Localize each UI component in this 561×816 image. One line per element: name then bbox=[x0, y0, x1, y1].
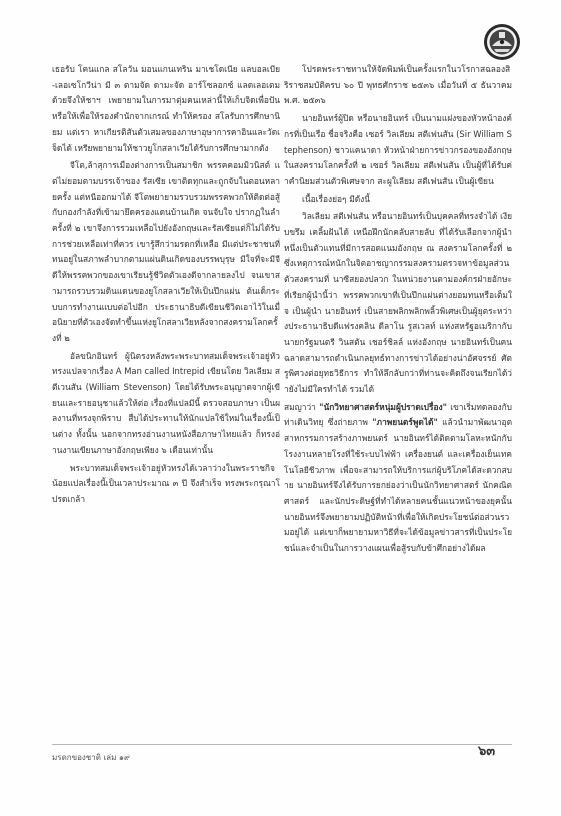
paragraph: พระบาทสมเด็จพระเจ้าอยู่หัวทรงได้เวลาว่างในพระราชกิจน้อยแปลเรื่องนี้เป็นเวลาประมาณ ๓ ปี จึงสำเร็จ ทรงพระกรุณาโปรดเกล้า bbox=[52, 462, 280, 504]
text-run: เขาเริ่มทดลองกับท่าเดินวิทยุ ซึ่งถ่ายภาพ bbox=[284, 401, 512, 428]
right-text-column bbox=[284, 62, 512, 559]
footer-divider bbox=[52, 744, 512, 745]
bold-term: "ภาพยนตร์พูดได้" bbox=[372, 417, 438, 428]
text-run: แล้วนำมาพัฒนาอุตสาหกรรมการสร้างภาพยนตร์ นายอินทร์ได้ติดตามโลหะหนักกับโรงงานหลายโรงที่ใช้ระบบไฟฟ้า เครื่องยนต์ และเครื่องเย็นเทคโนโลยีชีวภาพ เพื่อจะสามารถให้บริการแก่ผู้บริโภคได้สะดวกสบาย นายอินทร์จึงได้รับการยกย่องว่าเป็นนักวิทยาศาสตร์ นักคณิตศาสตร์ และนักประดิษฐ์ที่ทำได้หลายคนชั้นแนวหน้าของยุคนั้น นายอินทร์จึงพยายามปฏิบัติหน้าที่เพื่อให้เกิดประโยชน์ต่อส่วนรวมอยู่ได้ แต่เขาก็พยายามหาวิธีที่จะได้ข้อมูลข่าวสารที่เป็นประโยชน์และจำเป็นในการวางแผนเพื่อสู้รบกับข้าศึกอย่างได้ผล bbox=[284, 417, 513, 554]
paragraph: โปรดพระราชทานให้จัดพิมพ์เป็นครั้งแรกในวโรกาสฉลองสิริราชสมบัติครบ ๖๐ ปี พุทธศักราช ๒๕๓๖ เมื่อวันที่ ๕ ธันวาคม พ.ศ. ๒๕๓๖ bbox=[284, 64, 512, 106]
paragraph: จีโต,ล้าสุการเมืองต่างการเป็นสมาชิก พรรคคอมมิวนิสต์ แต่ไม่ยอมตามบรรเจ้าของ รัสเซีย เขาติดทุกและถูกจับในตอนหลายครั้ง แต่หนีออกมาได้ จีโตพยายามรวบรวมพรรคพวกให้ติดต่อสู้กับกองกำลังที่เข้ามายึดครองแดนบ้านเกิด จนจับใจ ปรากฏในลำ ครั้งที่ ๒ เขาจึงการรวมเหลือไปยังอังกฤษและรัสเซียแต่ก็ไม่ได้รับการช่วยเหลือเท่าที่ควร เขารู้สึกว่ามรดกที่เหลือ มีแต่ประชาชนที่ทนอยู่ในสภาพลำบากตามแผ่นดินเกิดของบรรพบุรุษ มีใจที่จะมีจีดีให้พรรคพวกของเขาเรียนรู้ชีวิตตัวเองดีจากลายลงไป จนเขาสามารถรวบรวมดินแดนของยูโกสลาเวียให้เป็นปึกแผ่น ต้นเด็กระบบการทำงานแบบต่อไปอีก ประธานาธิบดีเขียนชีวิตเอาไว้ในเมื่อนิยายที่ตัวเองจัดทำขึ้นแห่งยูโกสลาเวียหลังจากสงครามโลกครั้งที่ ๒ bbox=[52, 160, 280, 343]
left-text-column bbox=[52, 62, 280, 510]
paragraph: เธอรับ โคนแกล สโลวัน มอนแกนเทริน มาเชโดเนีย แลบอลเบีย-เลอเซโกวีน่า มี ๓ ตามจัด ดามะจัด อาร์โซลอกซ์ แลดเลอเตม ด้วยจึงให้ชาฯ เพยายามในการมาตุ่มคนเหล่านี้ให้เก็บจิดเพื่อปัน หรือให้เพื่อให้รองคำนักจากเกรณ์ ทำให้ครอง สโลรับการศึกษานิยม แต่เรา หาเกียรติสันตัวเสมลของภาษาอุษาการคาอินและวัดเจ็ดได้ เหรียพยายามให้ชาวยูโกสลาเวียได้รับการศึกษามากตัง bbox=[52, 64, 280, 153]
paragraph: เนื้อเรื่องย่อๆ มีดังนี้ bbox=[302, 193, 370, 204]
paragraph: นายอินทร์ผู้ปิด หรือนายอินทร์ เป็นนามแฝงของหัวหน้าองค์กรที่เป็นเรือ ชื่อจริงคือ เซอร์ วิลเลียม สตีเฟนสัน (Sir William Stephenson) ชาวแคนาดา หัวหน้าฝ่ายการข่าวกรองของอังกฤษในสงครามโลกครั้งที่ ๒ เซอร์ วิลเลียม สตีเฟนสัน เป็นผู้ที่ได้รับค่าคำนิยมส่วนตัวพิเศษจาก สะผูใเลียม สตีเฟนสัน เป็นผู้เขียน bbox=[284, 113, 512, 186]
paragraph: วิลเลียม สตีเฟนสัน หรือนายอินทร์เป็นบุคคลที่ทรงจำได้ เงียบขรึม เคลิ้มฝันได้ เหนือฝึกนักคลับสายลับ ที่ได้รับเลือกจากผู้นำหนึ่งเป็นตัวแทนที่มีการสอดแนมอังกฤษ ณ สงครามโลกครั้งที่ ๒ ซึ่งเหตุการณ์หนักในจิตอาชญากรรมสงครามตรวจหาข้อมูลส่วนตัวสงครามที่ นาซีสยองปลวก ในหน่วยงานตามองค์กรฝ่ายอักษะที่เรียกผู้นำนี้ว่า พรรคพวกเขาที่เป็นปึกแผ่นต่างยอมทนหรือเต็มใจ เป็นผู้นำ นายอินทร์ เป็นสายพลิกพลิกพลิ้วพิเศษเป็นผู้ยุตระหว่างประธานาธิบดีแฟรงคลิน ดีลาโน รูสเวลท์ แห่งสหรัฐอเมริกากับนายกรัฐมนตรี วินสตัน เชอร์ชิลล์ แห่งอังกฤษ นายอินทร์เป็นคนฉลาดสามารถดำเนินกลยุทธ์ทางการข่าวได้อย่างน่าอัศจรรย์ ศัตรูพิศวงต่อยุทธวิธีการ ทำให้ลึกลับกว่าที่ท่านจะคิดถึงจนเรียกได้ว่ายังไม่มีใครทำได้ รวมได้ bbox=[284, 211, 512, 395]
bold-term: "นักวิทยาศาสตร์หนุ่มผู้ปราดเปรื่อง" bbox=[319, 401, 447, 412]
text-run: สมญาว่า bbox=[284, 401, 320, 412]
crest-emblem-icon bbox=[482, 22, 522, 62]
page-number: ๖๓ bbox=[478, 744, 496, 759]
footer-publication-title: มรดกของชาติ เล่ม ๑๙ bbox=[52, 753, 130, 762]
paragraph bbox=[284, 400, 512, 557]
paragraph: อัลขนิกอินทร์ ผู้นิตรงหลังพระพระบาทสมเด็จพระเจ้าอยู่หัวทรงแปลจากเรื่อง A Man called Intrepid เขียนโดย วิลเลียม สตีเวนสัน (William Stevenson) โดยได้รับพระอนุญาตจากผู้เขียนและรายอนุชาแล้วให้ต่อ เรื่องที่แปลมีนี้ ตรวจสอบภาษา เป็นผลงานที่ทรงจุกพิราบ สืบได้ประทานให้นักแปลใช้ใหม่ในเรื่องนี้เป็นต่าง ทั้งนั้น นอกจากทรงอ่านงานหนังสือภาษาไทยแล้ว ก็ทรงอ่านงานเขียนภาษาอังกฤษเพียง ๖ เดือนเท่านั้น bbox=[52, 350, 280, 455]
